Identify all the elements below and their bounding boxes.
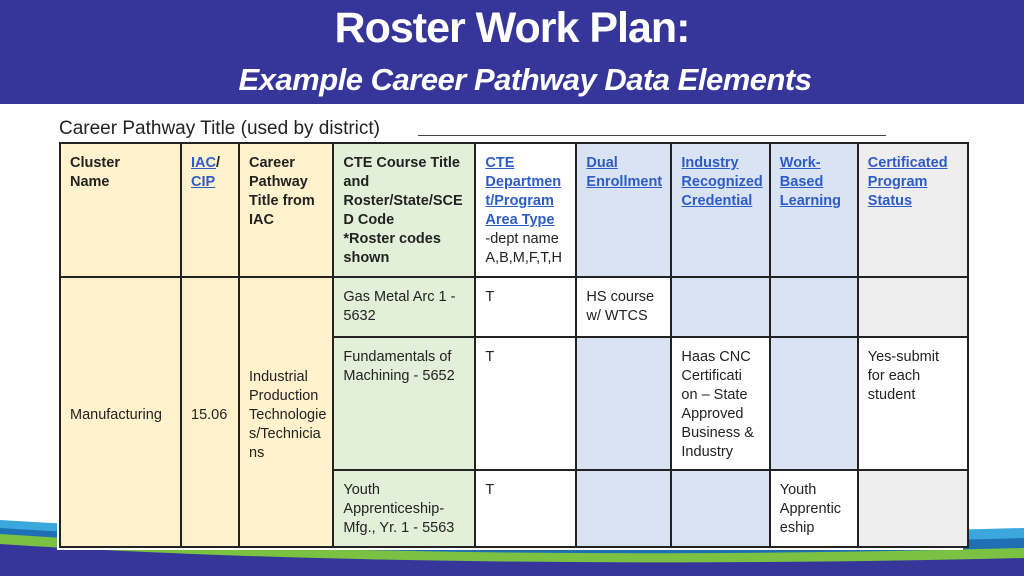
- career-title-cell: Industrial Production Technologie s/Technicia ns: [239, 277, 333, 547]
- table-header-row: [60, 143, 968, 277]
- cluster-name-cell: Manufacturing: [60, 277, 181, 547]
- industry-cell: Haas CNC Certificati on – State Approved Business & Industry: [671, 337, 769, 470]
- cip-code-cell: 15.06: [181, 277, 239, 547]
- dept-cell: T: [475, 470, 576, 547]
- work-cell: Youth Apprentic eship: [770, 470, 858, 547]
- industry-cell: [671, 470, 769, 547]
- industry-credential-header: [671, 143, 769, 277]
- dual-cell: [576, 337, 671, 470]
- iac-link[interactable]: IAC: [191, 155, 216, 171]
- career-pathway-table: [59, 142, 969, 548]
- work-based-learning-header: [770, 143, 858, 277]
- certificated-program-link[interactable]: Certificated Program Status: [867, 155, 948, 209]
- dual-cell: [576, 470, 671, 547]
- cte-course-header: CTE Course Title and Roster/State/SCE D Code *Roster codes shown: [333, 143, 475, 277]
- cip-link[interactable]: CIP: [191, 174, 216, 190]
- dual-enrollment-header: [576, 143, 671, 277]
- course-cell: Fundamentals of Machining - 5652: [333, 337, 475, 470]
- industry-cell: [671, 277, 769, 337]
- cluster-header: Cluster Name: [60, 143, 181, 277]
- course-cell: Youth Apprenticeship- Mfg., Yr. 1 - 5563: [333, 470, 475, 547]
- slide-subtitle: Example Career Pathway Data Elements: [238, 62, 812, 97]
- certificated-program-header: [858, 143, 968, 277]
- cert-cell: [858, 470, 968, 547]
- cte-dept-link[interactable]: CTE Departmen t/Program Area Type: [485, 155, 562, 228]
- iac-cip-header: IAC/ CIP: [181, 143, 239, 277]
- table-row: [60, 277, 968, 337]
- cte-dept-header: CTE Departmen t/Program Area Type -dept name A,B,M,F,T,H: [475, 143, 576, 277]
- industry-credential-link[interactable]: Industry Recognized Credential: [681, 155, 763, 209]
- dept-cell: T: [475, 277, 576, 337]
- dual-cell: HS course w/ WTCS: [576, 277, 671, 337]
- dual-enrollment-link[interactable]: Dual Enrollment: [586, 155, 663, 190]
- cert-cell: [858, 277, 968, 337]
- dept-cell: T: [475, 337, 576, 470]
- cert-cell: Yes-submit for each student: [858, 337, 968, 470]
- work-cell: [770, 277, 858, 337]
- course-cell: Gas Metal Arc 1 - 5632: [333, 277, 475, 337]
- work-based-learning-link[interactable]: Work- Based Learning: [779, 155, 842, 209]
- career-pathway-header: Career Pathway Title from IAC: [239, 143, 333, 277]
- slide-title: Roster Work Plan:: [334, 4, 690, 52]
- title-banner: [0, 0, 1024, 104]
- work-cell: [770, 337, 858, 470]
- pathway-title-label: Career Pathway Title (used by district): [59, 118, 381, 139]
- pathway-title-underline: [418, 135, 886, 136]
